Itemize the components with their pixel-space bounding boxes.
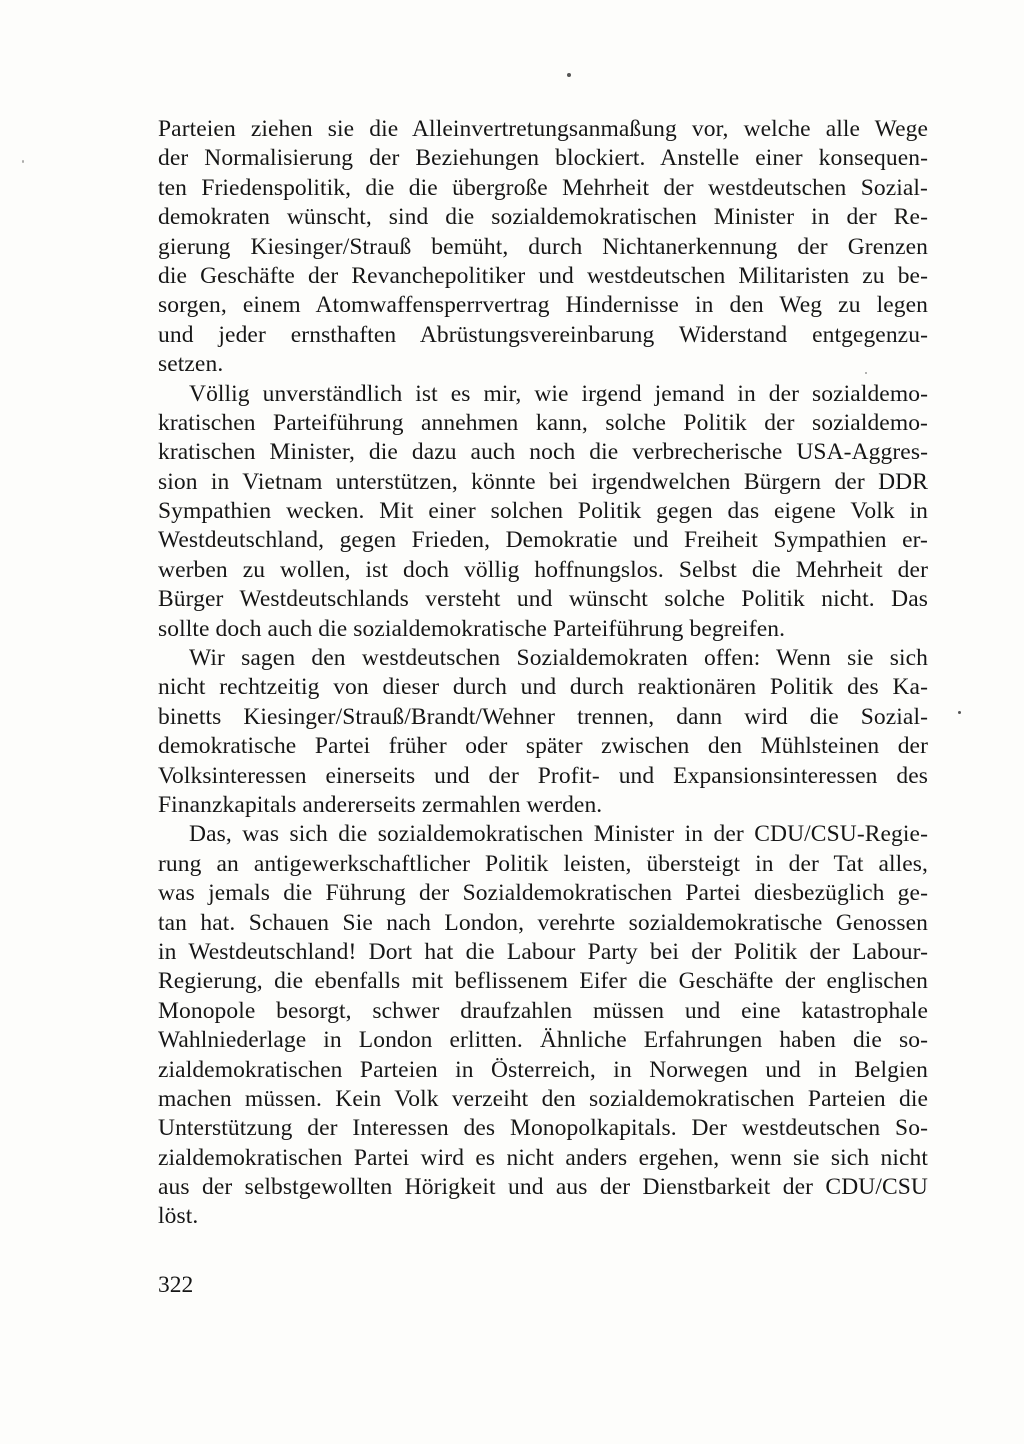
- text-line: Wahlniederlage in London erlitten. Ähnliche Erfahrungen haben die so-: [158, 1027, 928, 1054]
- page-number: 322: [158, 1272, 194, 1298]
- text-line: kratischen Minister, die dazu auch noch die verbrecherische USA-Aggres-: [158, 439, 928, 466]
- text-line: zialdemokratischen Parteien in Österreich, in Norwegen und in Belgien: [158, 1056, 928, 1083]
- text-line: Volksinteressen einerseits und der Profit- und Expansionsinteressen des: [158, 762, 928, 789]
- text-line: sollte doch auch die sozialdemokratische Parteiführung begreifen.: [158, 615, 786, 642]
- text-line: werben zu wollen, ist doch völlig hoffnungslos. Selbst die Mehrheit der: [158, 556, 928, 583]
- text-line: nicht rechtzeitig von dieser durch und durch reaktionären Politik des Ka-: [158, 674, 928, 701]
- text-line: rung an antigewerkschaftlicher Politik leisten, übersteigt in der Tat alles,: [158, 850, 928, 877]
- text-line: und jeder ernsthaften Abrüstungsvereinbarung Widerstand entgegenzu-: [158, 321, 928, 348]
- text-line: kratischen Parteiführung annehmen kann, solche Politik der sozialdemo-: [158, 409, 928, 436]
- text-line: aus der selbstgewollten Hörigkeit und aus der Dienstbarkeit der CDU/CSU: [158, 1174, 928, 1201]
- text-line: Bürger Westdeutschlands versteht und wünscht solche Politik nicht. Das: [158, 586, 928, 613]
- text-line: gierung Kiesinger/Strauß bemüht, durch Nichtanerkennung der Grenzen: [158, 233, 928, 260]
- text-line: tan hat. Schauen Sie nach London, verehrte sozialdemokratische Genossen: [158, 909, 928, 936]
- text-line: der Normalisierung der Beziehungen blockiert. Anstelle einer konsequen-: [158, 145, 928, 172]
- text-line: was jemals die Führung der Sozialdemokratischen Partei diesbezüglich ge-: [158, 880, 928, 907]
- text-line: die Geschäfte der Revanchepolitiker und westdeutschen Militaristen zu be-: [158, 262, 928, 289]
- text-line: sion in Vietnam unterstützen, könnte bei irgendwelchen Bürgern der DDR: [158, 468, 928, 495]
- text-line: löst.: [158, 1203, 199, 1230]
- text-line: demokraten wünscht, sind die sozialdemokratischen Minister in der Re-: [158, 204, 928, 231]
- text-line: in Westdeutschland! Dort hat die Labour Party bei der Politik der Labour-: [158, 938, 928, 965]
- text-line: binetts Kiesinger/Strauß/Brandt/Wehner trennen, dann wird die Sozial-: [158, 703, 928, 730]
- text-line: Finanzkapitals andererseits zermahlen werden.: [158, 791, 603, 818]
- print-speck: [567, 73, 571, 77]
- text-line: sorgen, einem Atomwaffensperrvertrag Hindernisse in den Weg zu legen: [158, 292, 928, 319]
- text-line: ten Friedenspolitik, die die übergroße Mehrheit der westdeutschen Sozial-: [158, 174, 928, 201]
- text-line: Unterstützung der Interessen des Monopolkapitals. Der westdeutschen So-: [158, 1115, 928, 1142]
- text-line: Regierung, die ebenfalls mit beflissenem Eifer die Geschäfte der englischen: [158, 968, 928, 995]
- text-line: Völlig unverständlich ist es mir, wie irgend jemand in der sozialdemo-: [189, 380, 928, 407]
- body-text: [158, 115, 928, 1232]
- text-line: Parteien ziehen sie die Alleinvertretungsanmaßung vor, welche alle Wege: [158, 116, 928, 142]
- print-speck: [958, 711, 961, 714]
- text-line: Wir sagen den westdeutschen Sozialdemokraten offen: Wenn sie sich: [189, 645, 928, 672]
- text-line: machen müssen. Kein Volk verzeiht den sozialdemokratischen Parteien die: [158, 1085, 928, 1112]
- text-line: zialdemokratischen Partei wird es nicht anders ergehen, wenn sie sich nicht: [158, 1144, 928, 1171]
- print-speck: [22, 160, 24, 163]
- text-line: Das, was sich die sozialdemokratischen Minister in der CDU/CSU-Regie-: [189, 821, 928, 848]
- text-line: Sympathien wecken. Mit einer solchen Politik gegen das eigene Volk in: [158, 498, 928, 525]
- text-line: setzen.: [158, 351, 224, 378]
- text-line: demokratische Partei früher oder später zwischen den Mühlsteinen der: [158, 733, 928, 760]
- text-line: Monopole besorgt, schwer draufzahlen müssen und eine katastrophale: [158, 997, 928, 1024]
- text-line: Westdeutschland, gegen Frieden, Demokratie und Freiheit Sympathien er-: [158, 527, 928, 554]
